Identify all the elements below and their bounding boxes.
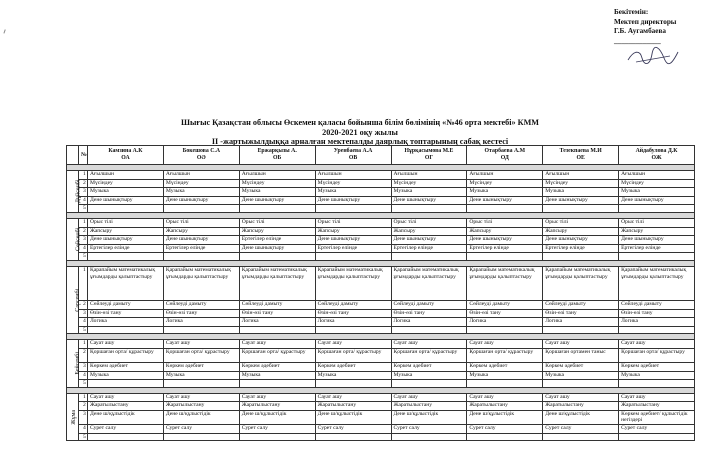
table-row xyxy=(67,179,695,188)
lesson-cell: Жаратылыстану xyxy=(315,402,391,411)
lesson-cell: Сауат ашу xyxy=(239,393,315,402)
lesson-cell: Сауат ашу xyxy=(163,340,239,349)
lesson-cell xyxy=(315,433,391,441)
lesson-cell: Қоршаған орта/ құрастыру xyxy=(88,348,164,362)
lesson-number-cell: 3 xyxy=(79,309,88,318)
lesson-cell: Орыс тілі xyxy=(467,218,543,227)
lesson-cell: Дене ш/құлыстідік xyxy=(88,410,164,424)
lesson-number-cell: 4 xyxy=(79,318,88,327)
lesson-cell: Жаратылыстану xyxy=(239,402,315,411)
title-line-3: ІІ -жартыжылдыққа арналған мектепалды даярлық топтарының сабақ кестесі xyxy=(211,137,509,147)
lesson-cell: Көркем әдебиет xyxy=(163,362,239,371)
lesson-cell: Ертегілер елінде xyxy=(163,244,239,253)
lesson-cell: Дене шынықтыру xyxy=(543,236,619,245)
lesson-cell: Сауат ашу xyxy=(543,393,619,402)
lesson-cell: Сурет салу xyxy=(239,425,315,434)
lesson-cell: Өзін-өзі тану xyxy=(163,309,239,318)
lesson-number-cell: 1 xyxy=(79,218,88,227)
lesson-cell: Қарапайым математикалық ұғымдарды қалыптастыру xyxy=(88,266,164,300)
lesson-cell: Ағылшын xyxy=(163,171,239,180)
lesson-cell: Ертегілер елінде xyxy=(315,244,391,253)
lesson-cell xyxy=(391,433,467,441)
group-header-ob: Ержарқызы А. ОБ xyxy=(239,146,315,165)
lesson-cell xyxy=(315,380,391,388)
lesson-number-cell: 4 xyxy=(79,196,88,205)
lesson-cell: Көркем әдебиет xyxy=(239,362,315,371)
lesson-cell: Дене шынықтыру xyxy=(619,236,695,245)
lesson-cell: Жапсыру xyxy=(391,227,467,236)
lesson-number-cell: 1 xyxy=(79,393,88,402)
lesson-cell: Сөйлеуді дамыту xyxy=(543,300,619,309)
lesson-cell: Қарапайым математикалық ұғымдарды қалыптастыру xyxy=(467,266,543,300)
lesson-cell: Музыка xyxy=(88,371,164,380)
lesson-cell xyxy=(619,326,695,334)
lesson-cell: Сурет салу xyxy=(315,425,391,434)
lesson-cell: Ағылшын xyxy=(391,171,467,180)
lesson-cell: Жапсыру xyxy=(315,227,391,236)
lesson-cell: Жапсыру xyxy=(467,227,543,236)
table-row xyxy=(67,393,695,402)
lesson-cell: Сауат ашу xyxy=(391,340,467,349)
lesson-cell: Қоршаған орта/ құрастыру xyxy=(619,348,695,362)
lesson-cell: Мүсіндеу xyxy=(315,179,391,188)
lesson-cell: Дене шынықтыру xyxy=(315,196,391,205)
lesson-number-cell: 2 xyxy=(79,179,88,188)
lesson-cell: Сөйлеуді дамыту xyxy=(239,300,315,309)
lesson-cell: Логика xyxy=(239,318,315,327)
lesson-cell: Дене ш/құлыстідік xyxy=(391,410,467,424)
lesson-cell: Орыс тілі xyxy=(619,218,695,227)
table-row xyxy=(67,402,695,411)
lesson-number-cell: 4 xyxy=(79,371,88,380)
lesson-cell xyxy=(315,205,391,213)
lesson-cell: Қоршаған орта/ құрастыру xyxy=(163,348,239,362)
lesson-cell xyxy=(163,326,239,334)
lesson-cell xyxy=(467,326,543,334)
table-row xyxy=(67,433,695,441)
lesson-number-cell: 3 xyxy=(79,236,88,245)
lesson-cell: Ағылшын xyxy=(543,171,619,180)
lesson-cell: Жапсыру xyxy=(239,227,315,236)
table-row xyxy=(67,266,695,300)
lesson-cell xyxy=(543,433,619,441)
table-row xyxy=(67,318,695,327)
lesson-cell: Дене шынықтыру xyxy=(163,196,239,205)
day-label-cell xyxy=(67,171,82,213)
day-label-cell xyxy=(67,340,82,387)
lesson-cell: Өзін-өзі тану xyxy=(619,309,695,318)
lesson-cell: Көркем әдебиет xyxy=(619,362,695,371)
lesson-cell: Логика xyxy=(315,318,391,327)
lesson-cell: Ағылшын xyxy=(619,171,695,180)
lesson-cell: Қарапайым математикалық ұғымдарды қалыптастыру xyxy=(315,266,391,300)
lesson-cell: Сауат ашу xyxy=(315,340,391,349)
day-label: Дүйсенбі xyxy=(75,179,82,204)
lesson-cell xyxy=(88,433,164,441)
schedule-table-wrap xyxy=(66,145,694,441)
lesson-cell: Сөйлеуді дамыту xyxy=(163,300,239,309)
table-row xyxy=(67,218,695,227)
lesson-cell xyxy=(619,253,695,261)
lesson-cell xyxy=(467,433,543,441)
lesson-cell: Дене шынықтыру xyxy=(315,236,391,245)
lesson-cell: Мүсіндеу xyxy=(88,179,164,188)
table-row xyxy=(67,410,695,424)
lesson-cell xyxy=(619,433,695,441)
lesson-cell: Музыка xyxy=(543,188,619,197)
lesson-cell: Мүсіндеу xyxy=(239,179,315,188)
lesson-cell: Жаратылыстану xyxy=(619,402,695,411)
group-header-ov: Уренбаева А.А ОВ xyxy=(315,146,391,165)
table-row xyxy=(67,244,695,253)
title-line-1: Шығыс Қазақстан облысы Өскемен қаласы бойынша білім бөлімінің «№46 орта мектебі» КММ xyxy=(180,118,540,127)
lesson-cell xyxy=(391,380,467,388)
lesson-cell xyxy=(467,380,543,388)
lesson-number-cell: 5 xyxy=(79,205,88,213)
lesson-cell: Мүсіндеу xyxy=(543,179,619,188)
lesson-cell: Музыка xyxy=(163,371,239,380)
lesson-cell: Қарапайым математикалық ұғымдарды қалыптастыру xyxy=(239,266,315,300)
table-row xyxy=(67,348,695,362)
lesson-cell xyxy=(391,326,467,334)
lesson-cell: Дене шынықтыру xyxy=(88,196,164,205)
day-label: Сейсенбі xyxy=(75,227,82,252)
lesson-cell: Дене шынықтыру xyxy=(239,244,315,253)
day-label: Бейсенбі xyxy=(75,352,82,375)
lesson-cell: Сөйлеуді дамыту xyxy=(619,300,695,309)
day-label: Сәрсенбі xyxy=(75,288,82,312)
lesson-cell: Дене ш/құлыстідік xyxy=(467,410,543,424)
lesson-cell: Қоршаған орта/ құрастыру xyxy=(391,348,467,362)
lesson-cell: Көркем әдебиет xyxy=(88,362,164,371)
lesson-cell: Өзін-өзі тану xyxy=(467,309,543,318)
lesson-cell: Сурет салу xyxy=(467,425,543,434)
signature-image xyxy=(622,46,682,68)
table-row xyxy=(67,236,695,245)
lesson-cell: Сауат ашу xyxy=(467,393,543,402)
lesson-cell: Жаратылыстану xyxy=(391,402,467,411)
lesson-cell xyxy=(163,433,239,441)
lesson-cell: Сурет салу xyxy=(88,425,164,434)
lesson-cell: Сауат ашу xyxy=(88,393,164,402)
lesson-cell: Көркем әдебиет xyxy=(467,362,543,371)
lesson-number-cell: 2 xyxy=(79,300,88,309)
day-label-cell xyxy=(67,393,79,441)
lesson-cell: Көркем әдебиет xyxy=(315,362,391,371)
lesson-cell: Сурет салу xyxy=(619,425,695,434)
schedule-body xyxy=(67,165,695,441)
lesson-cell: Дене шынықтыру xyxy=(391,236,467,245)
lesson-cell: Ағылшын xyxy=(239,171,315,180)
table-row xyxy=(67,340,695,349)
lesson-cell: Сауат ашу xyxy=(163,393,239,402)
lesson-cell xyxy=(88,205,164,213)
group-header-oae: Бокешова С.А ОӘ xyxy=(163,146,239,165)
lesson-cell: Сауат ашу xyxy=(88,340,164,349)
lesson-cell: Жаратылыстану xyxy=(543,402,619,411)
lesson-cell: Дене ш/құлыстідік xyxy=(239,410,315,424)
lesson-cell xyxy=(391,205,467,213)
lesson-cell: Қарапайым математикалық ұғымдарды қалыптастыру xyxy=(543,266,619,300)
lesson-cell: Дене шынықтыру xyxy=(239,196,315,205)
group-header-od: Отарбаева А.М ОД xyxy=(467,146,543,165)
lesson-cell: Көркем әдебиет xyxy=(391,362,467,371)
lesson-cell: Жапсыру xyxy=(543,227,619,236)
lesson-number-cell: 1 xyxy=(79,340,88,349)
table-row xyxy=(67,188,695,197)
lesson-cell: Жапсыру xyxy=(163,227,239,236)
lesson-cell xyxy=(239,253,315,261)
group-header-ozh: Айдабулова Д.К ОЖ xyxy=(619,146,695,165)
lesson-cell xyxy=(239,380,315,388)
lesson-cell: Логика xyxy=(88,318,164,327)
lesson-cell: Сурет салу xyxy=(163,425,239,434)
approval-block xyxy=(614,8,714,46)
lesson-cell: Сауат ашу xyxy=(391,393,467,402)
lesson-cell: Қоршаған орта/ құрастыру xyxy=(239,348,315,362)
lesson-cell: Дене ш/құлыстідік xyxy=(163,410,239,424)
approval-line-2: Мектеп директоры xyxy=(614,17,677,26)
lesson-cell xyxy=(543,205,619,213)
lesson-cell: Көркем әдебиет/ құлыстідік негіздері xyxy=(619,410,695,424)
lesson-cell: Логика xyxy=(391,318,467,327)
lesson-cell xyxy=(619,380,695,388)
lesson-number-cell: 2 xyxy=(79,402,88,411)
lesson-cell: Музыка xyxy=(543,371,619,380)
lesson-cell: Қоршаған орта/ құрастыру xyxy=(315,348,391,362)
lesson-cell: Жапсыру xyxy=(88,227,164,236)
lesson-cell: Логика xyxy=(543,318,619,327)
lesson-cell xyxy=(391,253,467,261)
lesson-cell: Қарапайым математикалық ұғымдарды қалыптастыру xyxy=(391,266,467,300)
lesson-cell: Музыка xyxy=(391,371,467,380)
lesson-cell xyxy=(619,205,695,213)
lesson-cell: Мүсіндеу xyxy=(163,179,239,188)
schedule-table xyxy=(66,145,695,441)
table-row xyxy=(67,227,695,236)
lesson-cell: Орыс тілі xyxy=(239,218,315,227)
lesson-cell xyxy=(88,380,164,388)
lesson-cell: Логика xyxy=(467,318,543,327)
lesson-cell: Сурет салу xyxy=(543,425,619,434)
day-label-cell xyxy=(67,266,82,333)
lesson-cell xyxy=(467,253,543,261)
lesson-cell xyxy=(88,253,164,261)
lesson-cell: Логика xyxy=(619,318,695,327)
lesson-cell: Мүсіндеу xyxy=(391,179,467,188)
lesson-cell: Ертегілер елінде xyxy=(88,244,164,253)
lesson-cell xyxy=(467,205,543,213)
table-row xyxy=(67,425,695,434)
lesson-cell: Жапсыру xyxy=(619,227,695,236)
group-header-oa: Камзина А.К ОА xyxy=(88,146,164,165)
lesson-cell: Қоршаған ортамен таныс xyxy=(543,348,619,362)
num-header: № xyxy=(79,146,88,165)
lesson-cell xyxy=(163,380,239,388)
lesson-cell: Музыка xyxy=(239,371,315,380)
day-header xyxy=(67,146,79,165)
lesson-cell: Музыка xyxy=(239,188,315,197)
lesson-cell: Музыка xyxy=(467,188,543,197)
lesson-cell: Өзін-өзі тану xyxy=(239,309,315,318)
lesson-cell: Орыс тілі xyxy=(543,218,619,227)
lesson-cell xyxy=(315,253,391,261)
lesson-cell: Мүсіндеу xyxy=(467,179,543,188)
lesson-cell xyxy=(315,326,391,334)
lesson-cell: Дене ш/құлыстідік xyxy=(543,410,619,424)
lesson-number-cell: 1 xyxy=(79,171,88,180)
lesson-number-cell: 2 xyxy=(79,227,88,236)
lesson-cell: Қарапайым математикалық ұғымдарды қалыптастыру xyxy=(163,266,239,300)
lesson-cell: Өзін-өзі тану xyxy=(315,309,391,318)
lesson-cell: Жаратылыстану xyxy=(88,402,164,411)
lesson-cell: Дене шынықтыру xyxy=(467,236,543,245)
lesson-number-cell: 3 xyxy=(79,362,88,371)
lesson-cell: Логика xyxy=(163,318,239,327)
lesson-cell xyxy=(543,380,619,388)
lesson-cell: Орыс тілі xyxy=(391,218,467,227)
lesson-cell: Ертегілер елінде xyxy=(391,244,467,253)
lesson-cell: Ертегілер елінде xyxy=(467,244,543,253)
lesson-cell: Дене шынықтыру xyxy=(467,196,543,205)
table-row xyxy=(67,326,695,334)
lesson-cell: Сауат ашу xyxy=(619,393,695,402)
day-label: Жұма xyxy=(71,409,78,425)
lesson-cell: Дене шынықтыру xyxy=(543,196,619,205)
lesson-cell: Мүсіндеу xyxy=(619,179,695,188)
table-row xyxy=(67,371,695,380)
lesson-cell: Сауат ашу xyxy=(315,393,391,402)
table-row xyxy=(67,380,695,388)
lesson-cell: Қоршаған орта/ құрастыру xyxy=(467,348,543,362)
lesson-number-cell: 3 xyxy=(79,188,88,197)
lesson-cell xyxy=(239,205,315,213)
lesson-cell xyxy=(543,326,619,334)
lesson-cell: Сауат ашу xyxy=(543,340,619,349)
table-row xyxy=(67,196,695,205)
approval-line-1: Бекітемін: xyxy=(614,8,649,16)
lesson-cell: Сауат ашу xyxy=(239,340,315,349)
lesson-cell: Қарапайым математикалық ұғымдарды қалыптастыру xyxy=(619,266,695,300)
lesson-number-cell: 2 xyxy=(79,348,88,362)
approval-line-4: _____________ xyxy=(614,36,661,45)
lesson-cell: Ертегілер елінде xyxy=(543,244,619,253)
lesson-number-cell: 5 xyxy=(79,326,88,334)
lesson-number-cell: 3 xyxy=(79,410,88,424)
group-header-og: Нұрқасымова М.Е ОГ xyxy=(391,146,467,165)
lesson-number-cell: 5 xyxy=(79,433,88,441)
lesson-number-cell: 5 xyxy=(79,380,88,388)
lesson-cell: Музыка xyxy=(315,371,391,380)
lesson-cell: Сөйлеуді дамыту xyxy=(88,300,164,309)
lesson-cell: Дене шынықтыру xyxy=(88,236,164,245)
lesson-cell: Музыка xyxy=(467,371,543,380)
lesson-cell: Ағылшын xyxy=(315,171,391,180)
lesson-cell: Сурет салу xyxy=(391,425,467,434)
lesson-cell: Дене ш/құлыстідік xyxy=(315,410,391,424)
lesson-cell: Өзін-өзі тану xyxy=(391,309,467,318)
lesson-cell: Өзін-өзі тану xyxy=(88,309,164,318)
lesson-cell: Музыка xyxy=(163,188,239,197)
table-row xyxy=(67,309,695,318)
pen-mark xyxy=(3,29,8,34)
lesson-cell: Сөйлеуді дамыту xyxy=(391,300,467,309)
lesson-cell xyxy=(163,253,239,261)
table-row xyxy=(67,205,695,213)
lesson-cell: Дене шынықтыру xyxy=(619,196,695,205)
title-line-2: 2020-2021 оқу жылы xyxy=(322,127,398,137)
group-header-oe: Тезекпаева М.И ОЕ xyxy=(543,146,619,165)
lesson-cell: Көркем әдебиет xyxy=(543,362,619,371)
lesson-cell: Орыс тілі xyxy=(163,218,239,227)
lesson-cell xyxy=(239,433,315,441)
lesson-cell: Ағылшын xyxy=(88,171,164,180)
table-row xyxy=(67,171,695,180)
approval-line-3: Г.Б. Аугамбаева xyxy=(614,27,666,35)
table-row xyxy=(67,362,695,371)
lesson-number-cell: 4 xyxy=(79,244,88,253)
document-title xyxy=(0,118,720,147)
table-row xyxy=(67,300,695,309)
lesson-number-cell: 5 xyxy=(79,253,88,261)
lesson-cell: Музыка xyxy=(619,371,695,380)
lesson-cell: Ертегілер елінде xyxy=(619,244,695,253)
header-row xyxy=(67,146,695,165)
lesson-cell xyxy=(239,326,315,334)
lesson-cell: Дене шынықтыру xyxy=(391,196,467,205)
lesson-cell: Сөйлеуді дамыту xyxy=(315,300,391,309)
lesson-cell xyxy=(543,253,619,261)
lesson-cell: Сауат ашу xyxy=(467,340,543,349)
lesson-cell: Музыка xyxy=(88,188,164,197)
lesson-cell: Жаратылыстану xyxy=(163,402,239,411)
lesson-cell: Орыс тілі xyxy=(315,218,391,227)
day-label-cell xyxy=(67,218,82,260)
lesson-number-cell: 4 xyxy=(79,425,88,434)
lesson-cell: Сауат ашу xyxy=(619,340,695,349)
lesson-cell: Орыс тілі xyxy=(88,218,164,227)
lesson-cell: Музыка xyxy=(315,188,391,197)
lesson-cell: Дене шынықтыру xyxy=(163,236,239,245)
lesson-cell: Сөйлеуді дамыту xyxy=(467,300,543,309)
lesson-cell: Ертегілер еліндe xyxy=(239,236,315,245)
lesson-cell: Музыка xyxy=(619,188,695,197)
lesson-cell xyxy=(88,326,164,334)
lesson-cell: Ағылшын xyxy=(467,171,543,180)
lesson-cell: Музыка xyxy=(391,188,467,197)
lesson-cell xyxy=(163,205,239,213)
lesson-number-cell: 1 xyxy=(79,266,88,300)
lesson-cell: Жаратылыстану xyxy=(467,402,543,411)
table-row xyxy=(67,253,695,261)
lesson-cell: Өзін-өзі тану xyxy=(543,309,619,318)
